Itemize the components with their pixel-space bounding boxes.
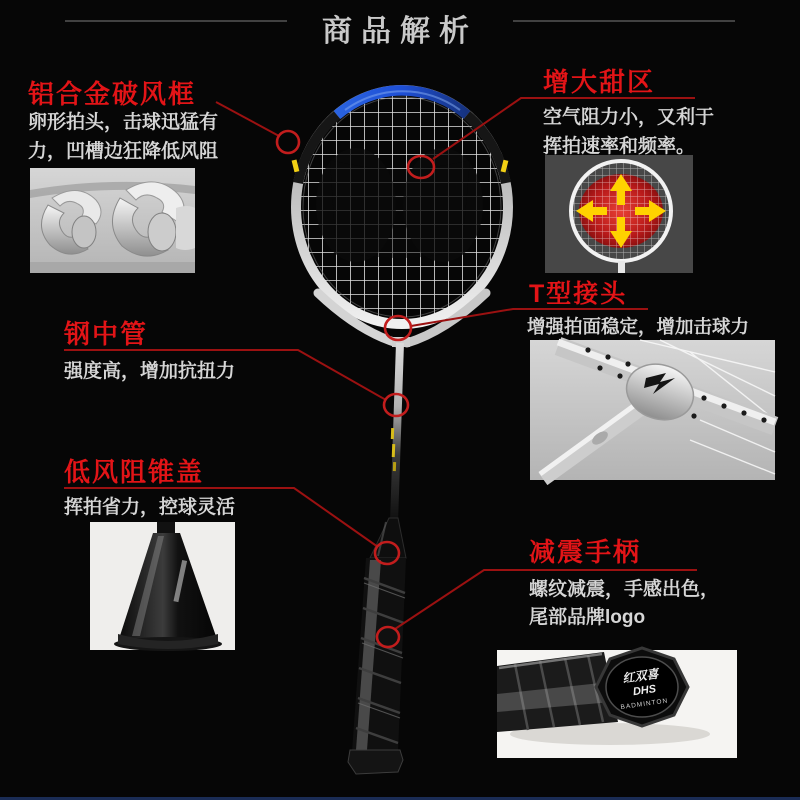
t-joint-image bbox=[530, 340, 775, 480]
svg-text:DHS: DHS bbox=[632, 683, 657, 699]
shaft-section-desc: 强度高，增加抗扭力 bbox=[64, 361, 236, 382]
t-joint-section-heading: T型接头 bbox=[529, 280, 628, 308]
cone-section-heading: 低风阻锥盖 bbox=[64, 457, 205, 487]
svg-text:BADMINTON: BADMINTON bbox=[620, 697, 669, 712]
sweet-spot-image bbox=[545, 155, 693, 273]
sweet-spot-desc-line2: 挥拍速率和频率。 bbox=[543, 136, 696, 157]
racket-image bbox=[292, 90, 509, 774]
sweet-spot-desc-line1: 空气阻力小，又利于 bbox=[543, 107, 715, 128]
frame-marker-circle bbox=[277, 131, 299, 153]
handle-desc-line2: 尾部品牌logo bbox=[529, 607, 646, 628]
handle-section-heading: 减震手柄 bbox=[529, 537, 642, 567]
frame-desc-line1: 卵形拍头，击球迅猛有 bbox=[28, 112, 219, 133]
sweet-spot-section-heading: 增大甜区 bbox=[543, 67, 656, 97]
frame-section-desc bbox=[28, 108, 218, 166]
shaft-section-heading: 钢中管 bbox=[64, 319, 149, 349]
handle-section-desc bbox=[529, 576, 719, 632]
sweet-spot-section-desc bbox=[543, 103, 714, 161]
svg-text:红双喜: 红双喜 bbox=[621, 666, 660, 686]
frame-desc-line2: 力，凹槽边狂降低风阻 bbox=[28, 141, 219, 162]
t-joint-section-desc: 增强拍面稳定，增加击球力 bbox=[527, 316, 750, 337]
handle-desc-line1: 螺纹减震，手感出色， bbox=[529, 579, 720, 600]
page-title: 商品解析 bbox=[322, 15, 478, 48]
frame-section-heading: 铝合金破风框 bbox=[28, 79, 197, 109]
handle-grip-image bbox=[497, 648, 737, 758]
frame-cross-section-image bbox=[30, 168, 195, 273]
cone-section-desc: 挥拍省力，控球灵活 bbox=[64, 497, 236, 518]
cone-cap-image bbox=[90, 522, 235, 651]
